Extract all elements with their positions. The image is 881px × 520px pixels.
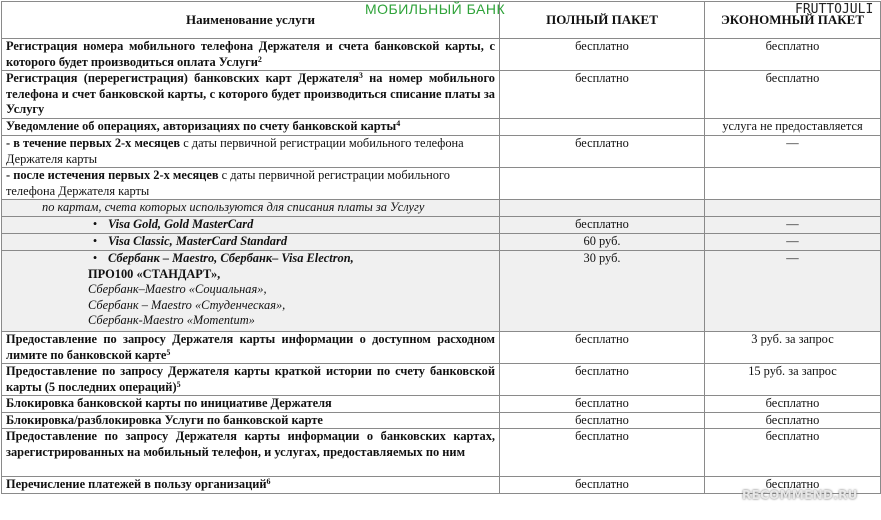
table-row xyxy=(2,412,881,429)
bullet-icon: • xyxy=(92,251,98,265)
bullet-icon: • xyxy=(92,234,98,248)
econ-price xyxy=(705,168,881,200)
footnote-ref: 4 xyxy=(396,119,401,128)
service-cell xyxy=(2,251,500,332)
card-line xyxy=(82,251,495,267)
watermark-top: FRUTTOJULI xyxy=(795,2,874,17)
econ-price: бесплатно xyxy=(705,429,881,477)
service-cell xyxy=(2,71,500,119)
table-row xyxy=(2,364,881,396)
econ-price: бесплатно xyxy=(705,477,881,494)
card-types: Visa Gold, Gold MasterCard xyxy=(108,217,254,231)
tariff-table xyxy=(1,1,881,494)
service-cell xyxy=(2,332,500,364)
header-service: Наименование услуги xyxy=(2,2,500,39)
bullet-icon: • xyxy=(92,217,98,231)
table-row xyxy=(2,168,881,200)
service-period: - после истечения первых 2-х месяцев xyxy=(6,168,219,182)
full-price xyxy=(500,119,705,136)
footnote-ref: 5 xyxy=(176,379,181,389)
service-cell xyxy=(2,364,500,396)
service-text: с даты первичной регистрации мобильного телефона Держателя карты xyxy=(6,136,464,166)
full-price xyxy=(500,168,705,200)
econ-price: бесплатно xyxy=(705,396,881,413)
full-price: 60 руб. xyxy=(500,234,705,251)
card-types: Сбербанк-Maestro «Momentum» xyxy=(88,313,255,327)
header-full-package: ПОЛНЫЙ ПАКЕТ xyxy=(500,2,705,39)
footnote-ref: 3 xyxy=(358,71,363,80)
full-price: бесплатно xyxy=(500,136,705,168)
table-row xyxy=(2,429,881,477)
full-price: бесплатно xyxy=(500,477,705,494)
table-row xyxy=(2,71,881,119)
service-cell: Предоставление по запросу Держателя карты информации о банковских картах, зарегистрированных на мобильный телефон, и услугах, предоставляемых по ним xyxy=(2,429,500,477)
econ-price: бесплатно xyxy=(705,412,881,429)
service-text: на номер мобильного телефона и счет банковской карты, с которого будет производиться списание платы за Услугу xyxy=(6,71,495,116)
econ-price: 3 руб. за запрос xyxy=(705,332,881,364)
service-text: Предоставление по запросу Держателя карты краткой истории по счету банковской карты (5 последних операций) xyxy=(6,364,495,394)
table-row xyxy=(2,136,881,168)
table-row xyxy=(2,396,881,413)
service-text: Регистрация (перерегистрация) банковских карт Держателя xyxy=(6,71,359,85)
table-row xyxy=(2,200,881,217)
econ-price: бесплатно xyxy=(705,39,881,71)
card-types: Сбербанк – Maestro, Сбербанк– Visa Electron, xyxy=(108,251,354,265)
service-cell xyxy=(2,477,500,494)
table-row xyxy=(2,332,881,364)
header-economy-package: ЭКОНОМНЫЙ ПАКЕТ xyxy=(705,2,881,39)
card-types: ПРО100 «СТАНДАРТ», xyxy=(88,266,221,281)
table-row xyxy=(2,251,881,332)
full-price: бесплатно xyxy=(500,71,705,119)
full-price: бесплатно xyxy=(500,364,705,396)
table-row xyxy=(2,217,881,234)
service-cell: по картам, счета которых используются для списания платы за Услугу xyxy=(2,200,500,217)
econ-price: — xyxy=(705,251,881,332)
service-cell: Блокировка/разблокировка Услуги по банковской карте xyxy=(2,412,500,429)
service-text: Уведомление об операциях, авторизациях по счету банковской карты xyxy=(6,119,397,133)
card-types: Visa Classic, MasterCard Standard xyxy=(108,234,288,248)
table-row xyxy=(2,39,881,71)
service-cell xyxy=(2,168,500,200)
full-price: 30 руб. xyxy=(500,251,705,332)
footnote-ref: 5 xyxy=(166,347,171,357)
service-cell xyxy=(2,136,500,168)
service-cell xyxy=(2,119,500,136)
table-row xyxy=(2,119,881,136)
econ-price: — xyxy=(705,136,881,168)
service-text: Предоставление по запросу Держателя карты информации о доступном расходном лимите по банковской карте xyxy=(6,332,495,362)
watermark-bottom: RECOMMEND.RU xyxy=(742,488,858,502)
service-cell: Блокировка банковской карты по инициативе Держателя xyxy=(2,396,500,413)
full-price: бесплатно xyxy=(500,39,705,71)
footnote-ref: 6 xyxy=(266,477,271,486)
service-cell xyxy=(2,217,500,234)
econ-price xyxy=(705,200,881,217)
table-row xyxy=(2,234,881,251)
card-types: Сбербанк – Maestro «Студенческая», xyxy=(88,297,286,312)
full-price: бесплатно xyxy=(500,396,705,413)
service-text: с даты первичной регистрации мобильного телефона Держателя карты xyxy=(6,168,450,198)
full-price: бесплатно xyxy=(500,332,705,364)
card-types: Сбербанк–Maestro «Социальная», xyxy=(88,282,267,296)
econ-price: — xyxy=(705,217,881,234)
service-text: Регистрация номера мобильного телефона Держателя и счета банковской карты, с которого будет производиться оплата Услуги xyxy=(6,39,495,69)
service-cell xyxy=(2,39,500,71)
econ-price: 15 руб. за запрос xyxy=(705,364,881,396)
mobile-bank-banner: МОБИЛЬНЫЙ БАНК xyxy=(365,1,506,17)
econ-price: услуга не предоставляется xyxy=(705,119,881,136)
full-price: бесплатно xyxy=(500,412,705,429)
service-cell xyxy=(2,234,500,251)
full-price: бесплатно xyxy=(500,429,705,477)
full-price xyxy=(500,200,705,217)
footnote-ref: 2 xyxy=(257,54,262,64)
econ-price: — xyxy=(705,234,881,251)
service-period: - в течение первых 2-х месяцев xyxy=(6,136,181,150)
full-price: бесплатно xyxy=(500,217,705,234)
econ-price: бесплатно xyxy=(705,71,881,119)
service-text: Перечисление платежей в пользу организаций xyxy=(6,477,267,491)
